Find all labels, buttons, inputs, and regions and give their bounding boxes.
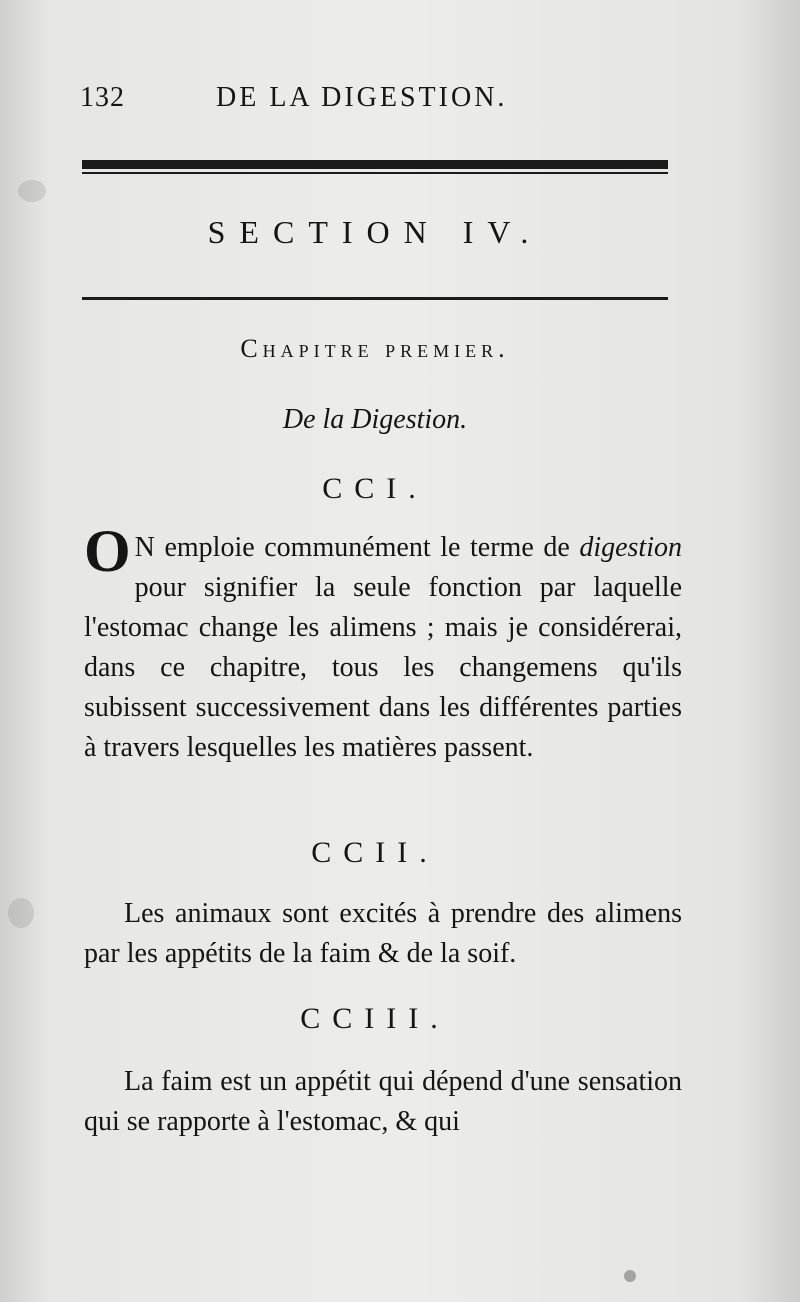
header-rule-thick bbox=[82, 160, 668, 169]
ink-speck bbox=[624, 1270, 636, 1282]
section-title: SECTION IV. bbox=[207, 214, 543, 250]
paragraph-3: La faim est un appétit qui dépend d'une sensation qui se rapporte à l'estomac, & qui bbox=[84, 1066, 682, 1137]
paragraph-1 bbox=[84, 518, 682, 768]
chapter-title: Chapitre premier. bbox=[240, 334, 510, 363]
paragraph-1-text-a: N emploie communément le terme de bbox=[134, 532, 580, 563]
paragraph-number-2: CCII. bbox=[311, 836, 439, 869]
paragraph-1-text-b: pour signifier la seule fonction par laquelle l'estomac change les alimens ; mais je considérerai, dans ce chapitre, tous les changemens qu'ils subissent successivement dans les différentes parties à travers lesquelles les matières passent. bbox=[84, 572, 682, 763]
paragraph-number-1: CCI. bbox=[322, 472, 428, 505]
header-rule-thin bbox=[82, 172, 668, 174]
page-number: 132 bbox=[80, 82, 125, 113]
running-title: DE LA DIGESTION. bbox=[216, 82, 508, 113]
drop-cap: O bbox=[84, 518, 129, 584]
page-header bbox=[80, 82, 680, 118]
paragraph-number-3: CCIII. bbox=[300, 1002, 450, 1035]
chapter-subtitle: De la Digestion. bbox=[282, 404, 468, 435]
paragraph-1-italic: digestion bbox=[579, 532, 682, 563]
section-rule bbox=[82, 297, 668, 300]
paper-stain bbox=[18, 180, 46, 202]
paragraph-2: Les animaux sont excités à prendre des alimens par les appétits de la faim & de la soif. bbox=[84, 898, 682, 969]
paper-stain bbox=[8, 898, 34, 928]
